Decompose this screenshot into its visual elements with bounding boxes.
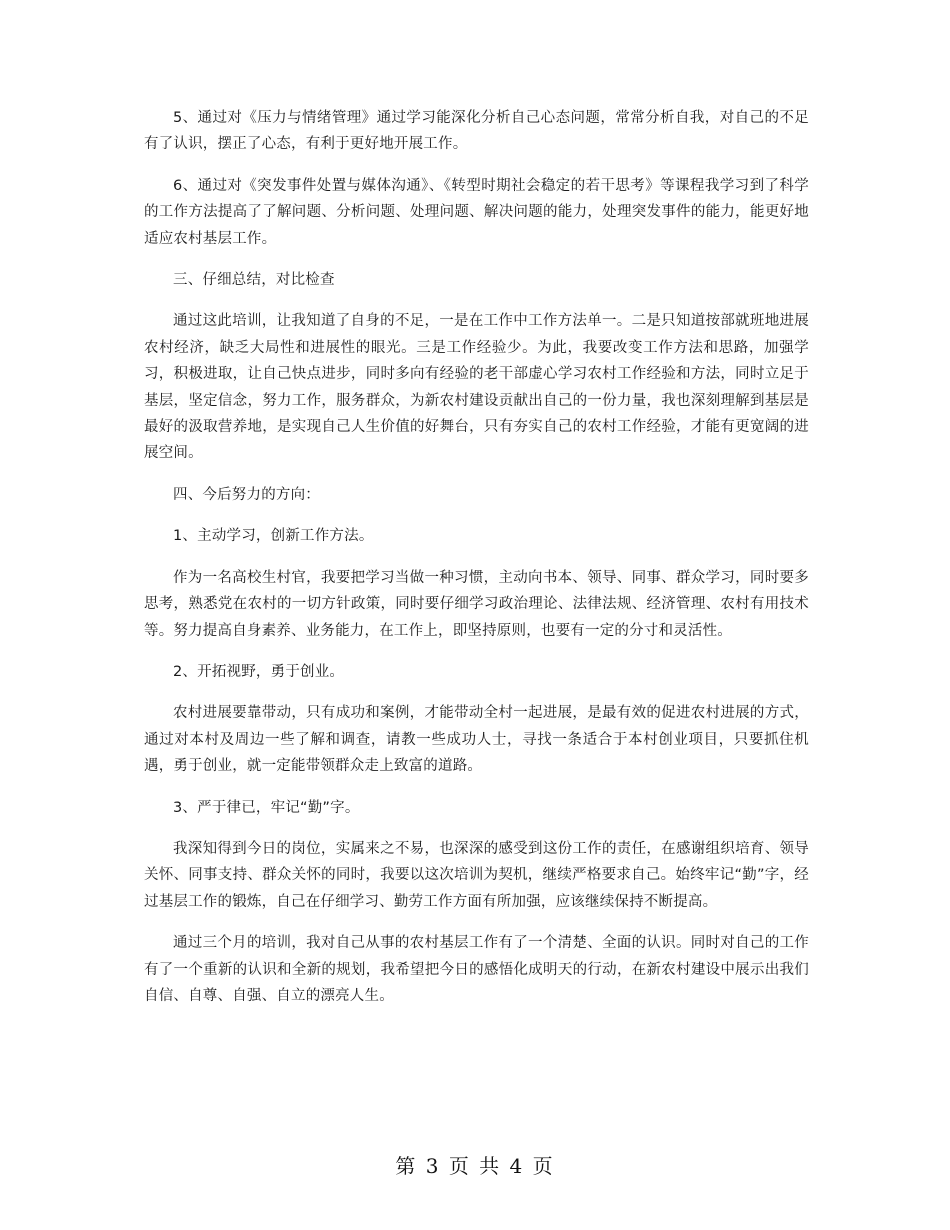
paragraph-sub-3-body: 我深知得到今日的岗位，实属来之不易，也深深的感受到这份工作的责任，在感谢组织培育、领导关怀、同事支持、群众关怀的同时，我要以这次培训为契机，继续严格要求自己。始终牢记“勤”字，经过基层工作的锻炼，自己在仔细学习、勤劳工作方面有所加强，应该继续保持不断提高。 [144, 840, 809, 910]
paragraph-sub-1-body: 作为一名高校生村官，我要把学习当做一种习惯，主动向书本、领导、同事、群众学习，同时要多思考，熟悉党在农村的一切方针政策，同时要仔细学习政治理论、法律法规、经济管理、农村有用技术等。努力提高自身素养、业务能力，在工作上，即坚持原则，也要有一定的分寸和灵活性。 [144, 569, 809, 639]
paragraph-item-5: 5、通过对《压力与情绪管理》通过学习能深化分析自己心态问题，常常分析自我，对自己的不足有了认识，摆正了心态，有利于更好地开展工作。 [144, 110, 809, 153]
section-heading-4: 四、今后努力的方向： [173, 486, 320, 503]
subheading-3: 3、严于律已，牢记“勤”字。 [173, 799, 360, 816]
subheading-2: 2、开拓视野，勇于创业。 [173, 663, 345, 680]
paragraph-sub-2-body: 农村进展要靠带动，只有成功和案例，才能带动全村一起进展，是最有效的促进农村进展的方式，通过对本村及周边一些了解和调查，请教一些成功人士，寻找一条适合于本村创业项目，只要抓住机遇，勇于创业，就一定能带领群众走上致富的道路。 [144, 705, 809, 775]
paragraph-conclusion: 通过三个月的培训，我对自己从事的农村基层工作有了一个清楚、全面的认识。同时对自己的工作有了一个重新的认识和全新的规划，我希望把今日的感悟化成明天的行动，在新农村建设中展示出我们自信、自尊、自强、自立的漂亮人生。 [144, 935, 809, 1004]
paragraph-item-6: 6、通过对《突发事件处置与媒体沟通》、《转型时期社会稳定的若干思考》等课程我学习到了科学的工作方法提高了了解问题、分析问题、处理问题、解决问题的能力，处理突发事件的能力，能更好地适应农村基层工作。 [144, 177, 809, 247]
paragraph-section-3-body: 通过这此培训，让我知道了自身的不足，一是在工作中工作方法单一。二是只知道按部就班地进展农村经济，缺乏大局性和进展性的眼光。三是工作经验少。为此，我要改变工作方法和思路，加强学习，积极进取，让自己快点进步，同时多向有经验的老干部虚心学习农村工作经验和方法，同时立足于基层，坚定信念，努力工作，服务群众，为新农村建设贡献出自己的一份力量，我也深刻理解到基层是最好的汲取营养地，是实现自己人生价值的好舞台，只有夯实自己的农村工作经验，才能有更宽阔的进展空间。 [144, 313, 809, 462]
page-number-footer: 第 3 页 共 4 页 [395, 1154, 555, 1178]
document-body [144, 105, 809, 1024]
section-heading-3: 三、仔细总结，对比检查 [173, 272, 335, 289]
subheading-1: 1、主动学习，创新工作方法。 [173, 528, 374, 545]
